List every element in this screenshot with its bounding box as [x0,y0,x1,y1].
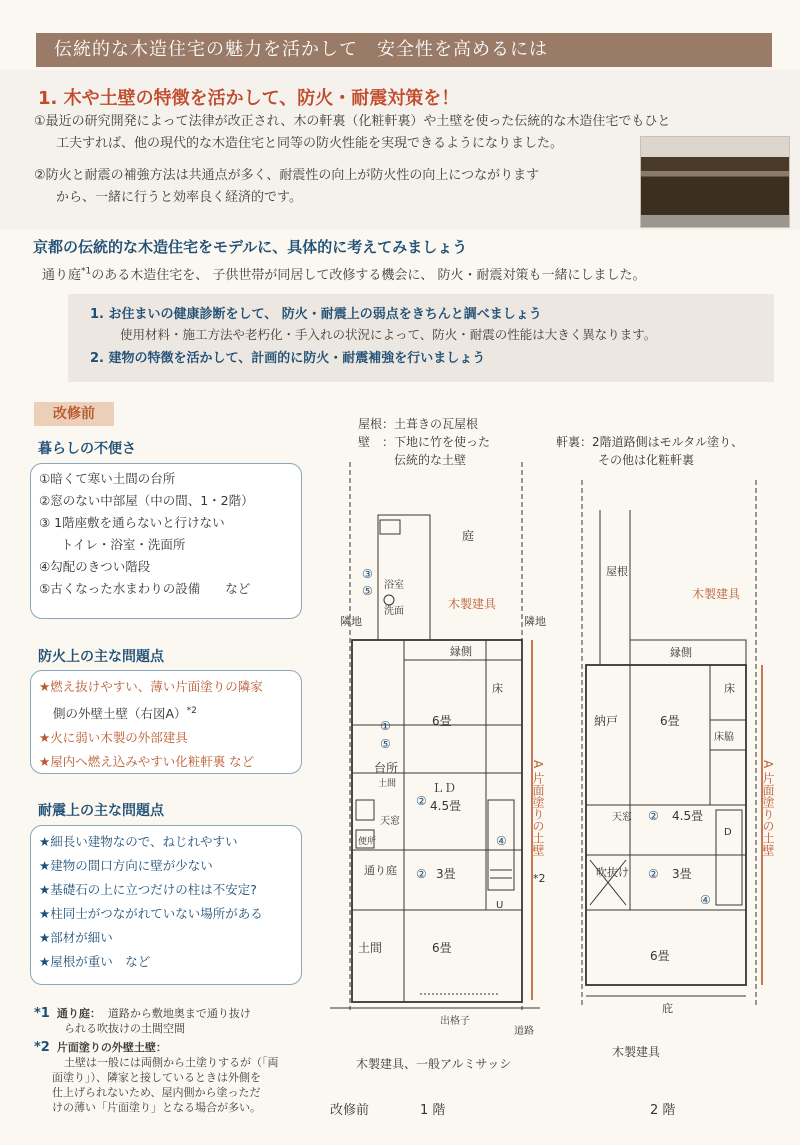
plan2-side-label: A 片面塗りの土壁 [761,760,775,857]
plan2-marker-4: ④ [700,893,711,907]
plan1-toorinima: 通り庭 [364,864,397,877]
inconvenience-item: ①暗くて寒い土間の台所 [39,471,176,486]
inconvenience-item: ③ 1階座敷を通らないと行けない [39,515,225,530]
plan1-toko: 床 [492,682,503,695]
plan2-wood-fittings: 木製建具 [692,587,741,601]
quake-item: ★基礎石の上に立つだけの柱は不安定? [39,882,257,897]
plan1-skylight: 天窓 [380,816,400,827]
plan2-tokowaki: 床脇 [714,732,734,743]
plan1-room-3: 3畳 [436,867,456,881]
footnote-2: *2 片面塗りの外壁土壁： 土壁は一般には両側から土塗りするが（「両 面塗り」）、隣家と接しているときは外側を 仕上げられないため、屋内側から塗っただ けの薄い「片面塗り」となる場合が多い。 [34,1040,279,1114]
before-renovation-label: 改修前 [34,402,114,426]
plan1-neighbor-right: 隣地 [524,615,546,628]
section-1-paragraph-1-line-1: ①最近の研究開発によって法律が改正され、木の軒裏（化粧軒裏）や土壁を使った伝統的な木造住宅でもひと [34,114,671,129]
caption-before: 改修前 [330,1103,370,1118]
plan1-marker-2b: ② [416,867,427,881]
plan1-wash: 洗面 [384,606,404,617]
fire-item: ★火に弱い木製の外部建具 [39,730,188,746]
plan1-ld: ＬＤ [432,781,457,795]
plan1-engawa: 縁側 [450,645,472,658]
quake-problems-title: 耐震上の主な問題点 [38,803,164,819]
step-1: 1. お住まいの健康診断をして、 防火・耐震上の弱点をきちんと調べましょう [90,307,542,322]
section-1-paragraph-2-line-2: から、一緒に行うと効率良く経済的です。 [56,190,302,205]
quake-item: ★細長い建物なので、ねじれやすい [39,834,238,849]
plan1-garden: 庭 [462,529,475,543]
plan1-side-label: A 片面塗りの土壁 [531,760,545,857]
plan2-marker-2a: ② [648,809,659,823]
plan2-eaves-note-2: その他は化粧軒裏 [598,453,695,467]
plan1-doma: 土間 [358,941,383,955]
plan2-bottom-caption: 木製建具 [612,1045,661,1059]
plan1-marker-2a: ② [416,794,427,808]
steps-box [68,294,774,382]
inconvenience-item: ⑤古くなった水まわりの設備 など [39,581,251,596]
floor-plans [300,400,800,1120]
intro-text: のある木造住宅を、 子供世帯が同居して改修する機会に、 防火・耐震対策も一緒にしました。 [91,268,646,283]
plan1-side-mark: *2 [533,872,546,885]
inconvenience-item: ④勾配のきつい階段 [39,559,151,574]
plan1-marker-3: ③ [362,567,373,581]
plan2-room-3: 3畳 [672,867,692,881]
plan1-road: 道路 [514,1026,534,1037]
quake-item: ★建物の間口方向に壁が少ない [39,858,213,873]
section-2-title: 京都の伝統的な木造住宅をモデルに、具体的に考えてみましょう [33,238,468,256]
inconvenience-item: トイレ・浴室・洗面所 [61,537,186,552]
inconvenience-title: 暮らしの不便さ [38,441,136,457]
plan1-roof-note: 屋根：土葺きの瓦屋根 [358,417,479,431]
fire-item: ★燃え抜けやすい、薄い片面塗りの隣家 [39,679,263,694]
plan1-kitchen-doma: 土間 [378,779,397,789]
plan1-marker-5: ⑤ [362,584,373,598]
section-2-intro [42,264,646,283]
plan1-marker-4: ④ [496,834,507,848]
inconvenience-box [30,463,302,619]
plan2-room-6b: 6畳 [650,949,670,963]
quake-item: ★柱同士がつながれていない場所がある [39,906,263,921]
caption-floor-1: 1 階 [420,1103,446,1118]
step-2: 2. 建物の特徴を活かして、計画的に防火・耐震補強を行いましょう [90,351,486,366]
plan1-kitchen: 台所 [374,761,399,775]
plan1-lattice: 出格子 [440,1016,470,1027]
plan1-marker-5b: ⑤ [380,737,391,751]
plan2-room-45: 4.5畳 [672,809,704,823]
step-1-detail: 使用材料・施工方法や老朽化・手入れの状況によって、防火・耐震の性能は大きく異なります。 [120,327,657,342]
machiya-house-photo [640,136,790,228]
plan1-marker-1: ① [380,719,391,733]
plan2-void: 吹抜け [596,866,629,879]
quake-problems-box [30,825,302,985]
fire-problems-box [30,670,302,774]
plan1-wood-fittings: 木製建具 [448,597,497,611]
plan1-bottom-caption: 木製建具、一般アルミサッシ [356,1057,512,1071]
plan1-wall-note-2: 伝統的な土壁 [394,453,467,467]
section-1-paragraph-1-line-2: 工夫すれば、他の現代的な木造住宅と同等の防火性能を実現できるようになりました。 [56,136,564,151]
plan1-ld-size: 4.5畳 [430,799,462,813]
plan1-toilet: 便所 [358,837,377,847]
intro-footnote-mark: *1 [81,266,92,277]
footnote-1: *1 通り庭： 道路から敷地奥まで通り抜け られる吹抜けの土間空間 [34,1006,251,1035]
plan2-down: D [724,827,732,838]
plan2-toko: 床 [724,682,735,695]
section-1-paragraph-2-line-1: ②防火と耐震の補強方法は共通点が多く、耐震性の向上が防火性の向上につながります [34,168,540,183]
plan1-up: U [496,900,504,911]
section-1-title: 1. 木や土壁の特徴を活かして、防火・耐震対策を！ [38,88,460,109]
plan1-room-6b: 6畳 [432,941,452,955]
inconvenience-item: ②窓のない中部屋（中の間、1・2階） [39,493,254,508]
page-banner: 伝統的な木造住宅の魅力を活かして 安全性を高めるには [36,33,772,67]
plan1-bath: 浴室 [384,580,404,591]
fire-problems-title: 防火上の主な問題点 [38,649,164,665]
quake-item: ★屋根が重い など [39,954,151,969]
plan2-eave: 庇 [662,1002,673,1015]
plan1-room-6a: 6畳 [432,714,452,728]
plan2-engawa: 縁側 [670,646,692,659]
plan2-eaves-note: 軒裏：2階道路側はモルタル塗り、 [556,435,744,449]
caption-floor-2: 2 階 [650,1103,676,1118]
fire-item: ★屋内へ燃え込みやすい化粧軒裏 など [39,754,255,770]
intro-term: 通り庭 [42,268,82,283]
plan1-neighbor-left: 隣地 [340,615,362,628]
quake-item: ★部材が細い [39,930,113,945]
plan2-room-6a: 6畳 [660,714,680,728]
fire-item: 側の外壁土壁（右図A）$^{*2}$ [53,706,197,722]
plan-1-outline [330,462,540,1010]
plan1-wall-note: 壁 ：下地に竹を使った [358,435,491,449]
plan2-skylight: 天窓 [612,812,632,823]
plan2-marker-2b: ② [648,867,659,881]
plan2-storage: 納戸 [594,714,619,728]
plan2-roof: 屋根 [606,565,628,578]
